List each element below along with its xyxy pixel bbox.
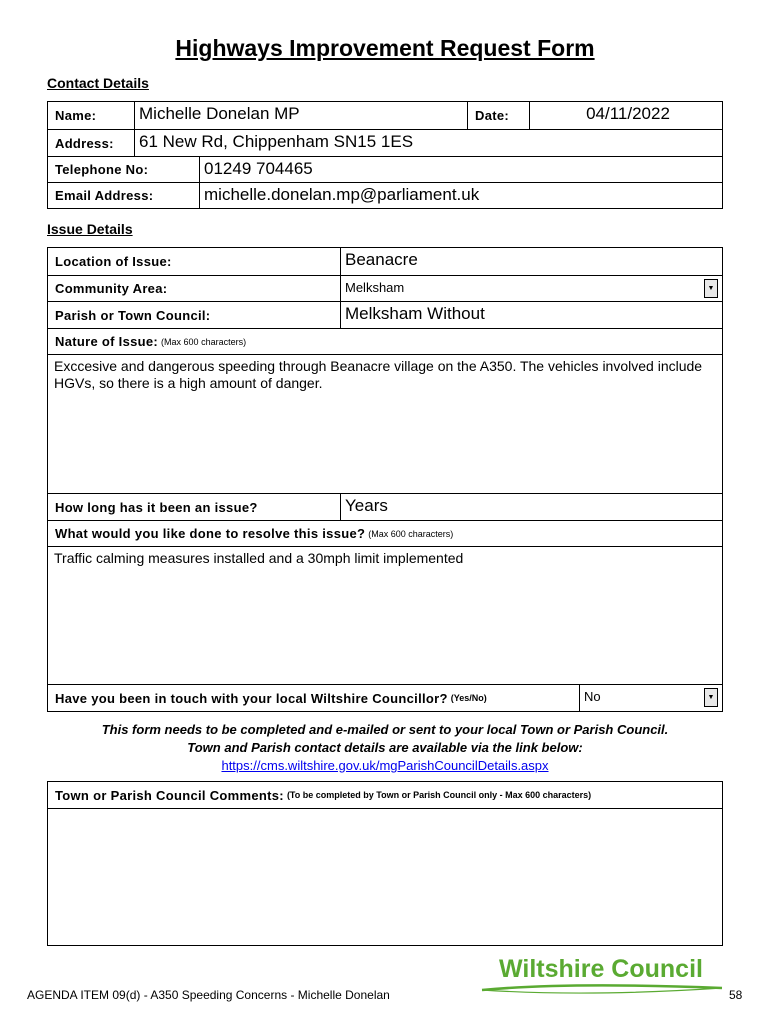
nature-textarea[interactable]: Exccesive and dangerous speeding through Beanacre village on the A350. The vehicles involved include HGVs, so there is a high amount of danger. [54, 358, 703, 391]
duration-row [48, 493, 722, 520]
resolve-label-row [48, 520, 722, 546]
address-row [48, 129, 722, 156]
chevron-down-icon[interactable]: ▼ [704, 688, 718, 707]
councillor-hint: (Yes/No) [450, 693, 487, 703]
logo-swoosh [482, 985, 722, 990]
address-field[interactable]: 61 New Rd, Chippenham SN15 1ES [134, 130, 722, 156]
councillor-select[interactable] [579, 685, 722, 711]
nature-label-text: Nature of Issue: [55, 334, 159, 349]
phone-label: Telephone No: [55, 162, 149, 177]
notice-line-1: This form needs to be completed and e-mailed or sent to your local Town or Parish Council. [101, 722, 669, 737]
notice-block [0, 721, 770, 775]
location-row [48, 248, 722, 275]
comments-label-row [48, 782, 722, 808]
resolve-label-text: What would you like done to resolve this issue? [55, 526, 366, 541]
comments-label-text: Town or Parish Council Comments: [55, 787, 284, 803]
date-label: Date: [467, 102, 529, 129]
date-field[interactable]: 04/11/2022 [529, 102, 722, 129]
logo-text: Wiltshire Council [499, 955, 703, 983]
community-select[interactable] [340, 276, 722, 301]
nature-label [48, 329, 722, 354]
resolve-row [48, 546, 722, 684]
form-title: Highways Improvement Request Form [175, 35, 595, 61]
parish-details-link[interactable]: https://cms.wiltshire.gov.uk/mgParishCouncilDetails.aspx [221, 758, 549, 773]
nature-hint: (Max 600 characters) [161, 336, 247, 347]
councillor-select-value: No [584, 689, 601, 704]
councillor-label-text: Have you been in touch with your local Wiltshire Councillor? [55, 690, 448, 706]
wiltshire-council-logo [478, 950, 724, 998]
comments-textarea[interactable] [48, 809, 722, 945]
community-row [48, 275, 722, 301]
duration-field[interactable]: Years [340, 494, 722, 520]
comments-label [48, 782, 722, 808]
footer-text: AGENDA ITEM 09(d) - A350 Speeding Concerns - Michelle Donelan [27, 988, 390, 1002]
name-label: Name: [55, 108, 97, 123]
location-field[interactable]: Beanacre [340, 248, 722, 275]
email-field[interactable]: michelle.donelan.mp@parliament.uk [199, 183, 722, 208]
community-label: Community Area: [55, 281, 168, 296]
resolve-label [48, 521, 722, 546]
name-row [48, 102, 722, 129]
comments-table [47, 781, 723, 946]
notice-line-2: Town and Parish contact details are available via the link below: [187, 740, 583, 755]
contact-table [47, 101, 723, 209]
page-number: 58 [729, 988, 743, 1002]
phone-field[interactable]: 01249 704465 [199, 157, 722, 182]
parish-field[interactable]: Melksham Without [340, 302, 722, 328]
comments-hint: (To be completed by Town or Parish Council only - Max 600 characters) [286, 790, 592, 800]
logo-swoosh-lower [482, 988, 722, 993]
issue-section-label: Issue Details [47, 221, 133, 237]
duration-label: How long has it been an issue? [55, 499, 258, 515]
email-row [48, 182, 722, 208]
nature-label-row [48, 328, 722, 354]
location-label: Location of Issue: [55, 254, 172, 269]
nature-row [48, 354, 722, 493]
parish-row [48, 301, 722, 328]
resolve-textarea[interactable]: Traffic calming measures installed and a 30mph limit implemented [54, 550, 464, 566]
chevron-down-icon[interactable]: ▼ [704, 279, 718, 298]
comments-row [48, 808, 722, 945]
issue-table [47, 247, 723, 712]
phone-row [48, 156, 722, 182]
contact-section-label: Contact Details [47, 75, 149, 91]
councillor-row [48, 684, 722, 711]
email-label: Email Address: [55, 188, 154, 203]
address-label: Address: [55, 135, 114, 151]
community-select-value: Melksham [345, 280, 405, 295]
resolve-hint: (Max 600 characters) [368, 528, 454, 539]
parish-label: Parish or Town Council: [55, 307, 211, 323]
name-field[interactable]: Michelle Donelan MP [134, 102, 515, 129]
councillor-label [48, 685, 579, 711]
